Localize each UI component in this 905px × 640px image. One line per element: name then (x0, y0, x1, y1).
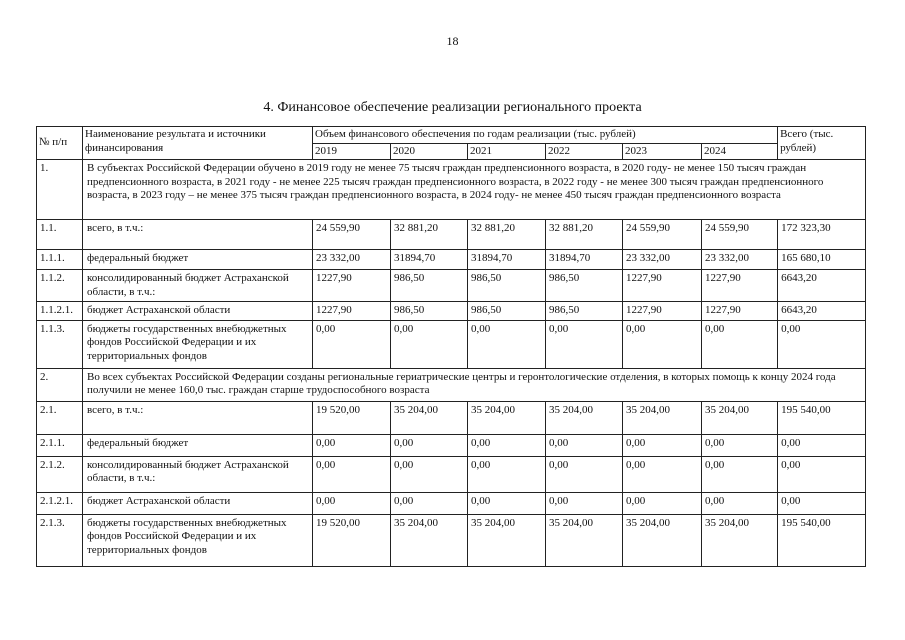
year-value: 23 332,00 (313, 250, 391, 270)
year-value: 35 204,00 (702, 401, 778, 434)
year-value: 1227,90 (313, 270, 391, 302)
year-value: 24 559,90 (702, 220, 778, 250)
year-value: 19 520,00 (313, 401, 391, 434)
row-label: федеральный бюджет (83, 250, 313, 270)
section-description: В субъектах Российской Федерации обучено в 2019 году не менее 75 тысяч граждан предпенсионного возраста, в 2020 году- не менее 150 тысяч граждан предпенсионного возраста, в 2021 году - не менее 225 тысяч граждан предпенсионного возраста, в 2022 году - не менее 300 тысяч граждан предпенсионного возраста, в 2023 году – не менее 375 тысяч граждан предпенсионного возраста, в 2024 году- не менее 450 тысяч граждан предпенсионного возраста (83, 160, 866, 220)
year-value: 23 332,00 (623, 250, 702, 270)
year-value: 986,50 (391, 302, 468, 321)
year-value: 0,00 (391, 434, 468, 456)
section-number: 1. (37, 160, 83, 220)
year-value: 32 881,20 (546, 220, 623, 250)
row-total: 6643,20 (778, 302, 866, 321)
year-value: 1227,90 (702, 302, 778, 321)
row-total: 0,00 (778, 456, 866, 492)
year-value: 0,00 (313, 320, 391, 368)
row-label: бюджет Астраханской области (83, 492, 313, 514)
year-value: 1227,90 (623, 270, 702, 302)
row-label: консолидированный бюджет Астраханской области, в т.ч.: (83, 456, 313, 492)
row-total: 195 540,00 (778, 401, 866, 434)
header-num: № п/п (37, 127, 83, 160)
row-number: 1.1.2.1. (37, 302, 83, 321)
header-year: 2024 (702, 143, 778, 160)
row-number: 2.1.2.1. (37, 492, 83, 514)
year-value: 31894,70 (391, 250, 468, 270)
row-label: бюджет Астраханской области (83, 302, 313, 321)
year-value: 31894,70 (546, 250, 623, 270)
year-value: 19 520,00 (313, 514, 391, 566)
year-value: 32 881,20 (468, 220, 546, 250)
year-value: 35 204,00 (702, 514, 778, 566)
header-year: 2019 (313, 143, 391, 160)
page-number: 18 (446, 34, 459, 48)
table-row (37, 302, 866, 321)
header-row (37, 127, 866, 144)
year-value: 35 204,00 (623, 401, 702, 434)
header-volume: Объем финансового обеспечения по годам реализации (тыс. рублей) (313, 127, 778, 144)
year-value: 1227,90 (623, 302, 702, 321)
year-value: 0,00 (468, 434, 546, 456)
year-value: 31894,70 (468, 250, 546, 270)
header-year: 2021 (468, 143, 546, 160)
section-row (37, 160, 866, 220)
financing-table (36, 126, 866, 567)
row-total: 0,00 (778, 320, 866, 368)
year-value: 24 559,90 (623, 220, 702, 250)
table-row (37, 270, 866, 302)
year-value: 0,00 (702, 492, 778, 514)
table-row (37, 401, 866, 434)
year-value: 0,00 (702, 456, 778, 492)
year-value: 35 204,00 (468, 514, 546, 566)
year-value: 35 204,00 (391, 514, 468, 566)
row-total: 165 680,10 (778, 250, 866, 270)
row-total: 195 540,00 (778, 514, 866, 566)
row-label: бюджеты государственных внебюджетных фондов Российской Федерации и их территориальных фондов (83, 320, 313, 368)
year-value: 0,00 (391, 456, 468, 492)
year-value: 0,00 (702, 434, 778, 456)
year-value: 0,00 (391, 320, 468, 368)
year-value: 32 881,20 (391, 220, 468, 250)
section-heading: 4. Финансовое обеспечение реализации регионального проекта (263, 100, 642, 115)
row-number: 2.1.3. (37, 514, 83, 566)
year-value: 0,00 (546, 492, 623, 514)
table-row (37, 456, 866, 492)
year-value: 986,50 (546, 302, 623, 321)
year-value: 0,00 (468, 320, 546, 368)
year-value: 0,00 (391, 492, 468, 514)
header-year: 2022 (546, 143, 623, 160)
row-label: консолидированный бюджет Астраханской области, в т.ч.: (83, 270, 313, 302)
year-value: 35 204,00 (546, 401, 623, 434)
table-row (37, 250, 866, 270)
row-total: 172 323,30 (778, 220, 866, 250)
year-value: 23 332,00 (702, 250, 778, 270)
header-name: Наименование результата и источники финансирования (83, 127, 313, 160)
year-value: 0,00 (546, 456, 623, 492)
year-value: 35 204,00 (546, 514, 623, 566)
table-row (37, 434, 866, 456)
year-value: 0,00 (546, 320, 623, 368)
table-row (37, 220, 866, 250)
year-value: 0,00 (313, 456, 391, 492)
row-number: 1.1.1. (37, 250, 83, 270)
section-row (37, 368, 866, 401)
table-row (37, 492, 866, 514)
header-total: Всего (тыс. рублей) (778, 127, 866, 160)
row-number: 1.1.3. (37, 320, 83, 368)
row-label: всего, в т.ч.: (83, 220, 313, 250)
row-number: 2.1.1. (37, 434, 83, 456)
section-description: Во всех субъектах Российской Федерации созданы региональные гериатрические центры и геронтологические отделения, в которых помощь к концу 2024 года получили не менее 160,0 тыс. граждан старше трудоспособного возраста (83, 368, 866, 401)
year-value: 0,00 (623, 434, 702, 456)
row-total: 6643,20 (778, 270, 866, 302)
year-value: 0,00 (623, 492, 702, 514)
row-number: 1.1. (37, 220, 83, 250)
row-number: 2.1. (37, 401, 83, 434)
row-total: 0,00 (778, 492, 866, 514)
row-number: 2.1.2. (37, 456, 83, 492)
row-label: бюджеты государственных внебюджетных фондов Российской Федерации и их территориальных фондов (83, 514, 313, 566)
header-year: 2020 (391, 143, 468, 160)
year-value: 986,50 (468, 270, 546, 302)
year-value: 0,00 (468, 456, 546, 492)
year-value: 35 204,00 (391, 401, 468, 434)
year-value: 0,00 (623, 320, 702, 368)
year-value: 0,00 (623, 456, 702, 492)
table-row (37, 320, 866, 368)
header-year: 2023 (623, 143, 702, 160)
section-number: 2. (37, 368, 83, 401)
year-value: 0,00 (702, 320, 778, 368)
year-value: 0,00 (313, 492, 391, 514)
year-value: 1227,90 (313, 302, 391, 321)
year-value: 1227,90 (702, 270, 778, 302)
row-label: всего, в т.ч.: (83, 401, 313, 434)
year-value: 0,00 (313, 434, 391, 456)
year-value: 986,50 (546, 270, 623, 302)
table-row (37, 514, 866, 566)
year-value: 35 204,00 (623, 514, 702, 566)
year-value: 0,00 (468, 492, 546, 514)
year-value: 24 559,90 (313, 220, 391, 250)
year-value: 0,00 (546, 434, 623, 456)
year-value: 986,50 (468, 302, 546, 321)
year-value: 986,50 (391, 270, 468, 302)
row-label: федеральный бюджет (83, 434, 313, 456)
row-total: 0,00 (778, 434, 866, 456)
row-number: 1.1.2. (37, 270, 83, 302)
year-value: 35 204,00 (468, 401, 546, 434)
